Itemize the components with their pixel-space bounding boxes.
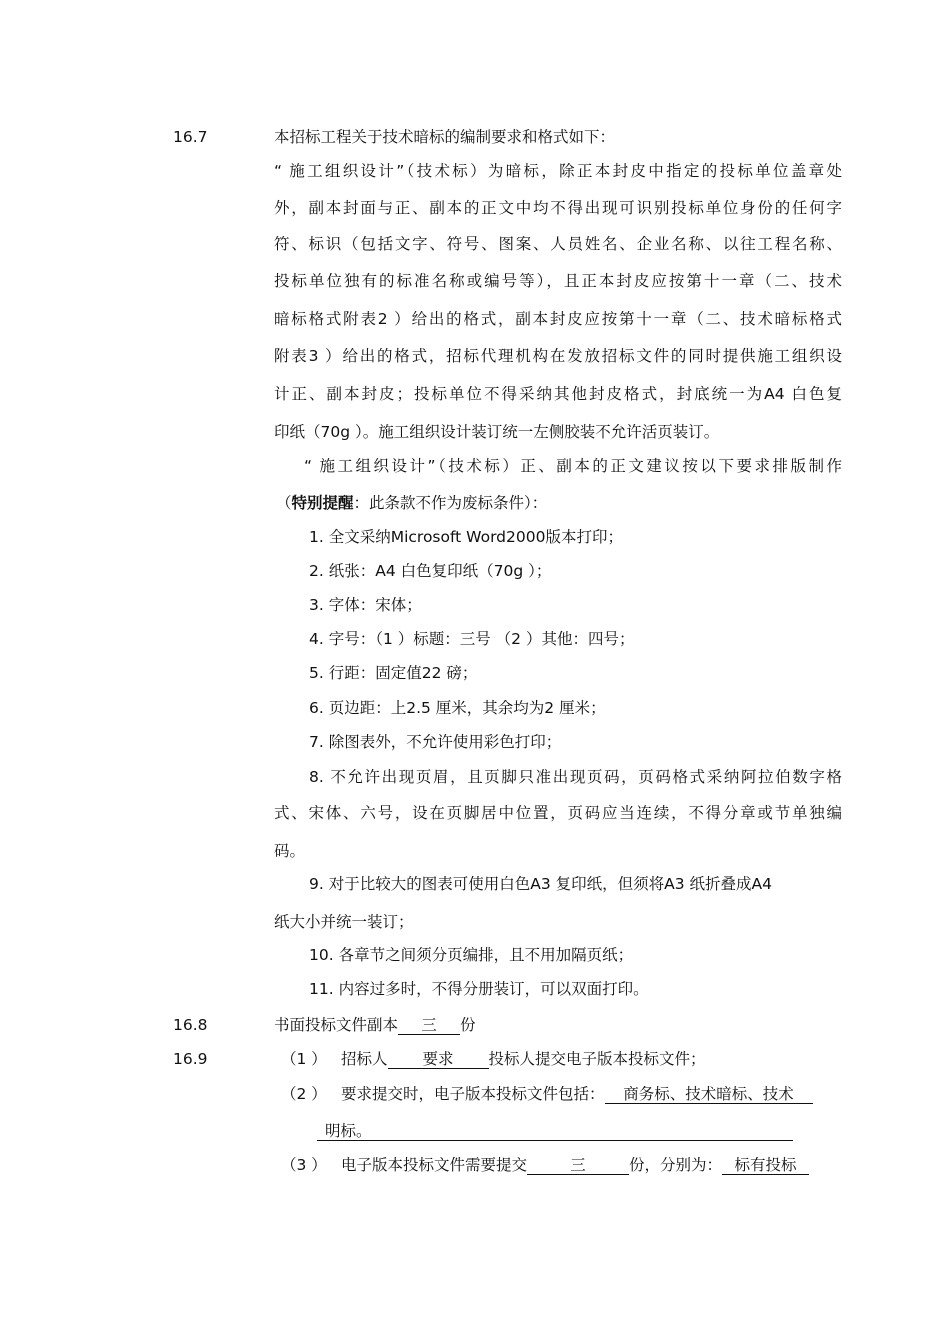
copies-label: 书面投标文件副本 [274,1016,399,1034]
list-item: 1. 全文采纳Microsoft Word2000版本打印； [309,528,623,546]
item-number: （1 ） [281,1050,327,1068]
paragraph-line: 投标单位独有的标准名称或编号等），且正本封皮应按第十一章（二、技术 [274,272,842,290]
paragraph-line: 印纸（70g ）。施工组织设计装订统一左侧胶装不允许活页装订。 [274,423,720,441]
paragraph-line: 附表3 ）给出的格式，招标代理机构在发放招标文件的同时提供施工组织设 [274,347,842,365]
special-note-label: 特别提醒 [291,494,354,512]
line-text: 投标人提交电子版本投标文件； [488,1050,706,1068]
list-item: 3. 字体：宋体； [309,596,422,614]
section-number-16-7: 16.7 [173,128,208,146]
electronic-bid-line-2-cont [317,1121,793,1141]
section-16-8-line [274,1015,476,1035]
list-item: 2. 纸张：A4 白色复印纸（70g ）； [309,562,552,580]
special-note-open: （ [276,494,292,512]
labels-fill: 标有投标 [722,1156,809,1175]
special-note-text: ：此条款不作为废标条件）： [353,494,548,512]
list-item: 8. 不允许出现页眉，且页脚只准出现页码，页码格式采纳阿拉伯数字格 [309,768,842,786]
paragraph-line: 计正、副本封皮；投标单位不得采纳其他封皮格式，封底统一为A4 白色复 [274,385,842,403]
line-text: 份，分别为： [629,1156,723,1174]
item-number: （2 ） [281,1085,327,1103]
line-text: 要求提交时，电子版本投标文件包括： [341,1085,605,1103]
list-item: 9. 对于比较大的图表可使用白色A3 复印纸，但须将A3 纸折叠成A4 [309,875,772,893]
contents-fill-continued: 明标。 [317,1122,793,1141]
electronic-bid-line-3 [341,1155,809,1175]
list-item: 11. 内容过多时，不得分册装订，可以双面打印。 [309,980,649,998]
electronic-bid-line-1 [341,1049,706,1069]
list-item-continuation: 码。 [274,842,306,860]
section-number-16-8: 16.8 [173,1016,208,1034]
paragraph-line: “ 施工组织设计”（技术标）为暗标，除正本封皮中指定的投标单位盖章处 [274,162,842,180]
paragraph-line: 符、标识（包括文字、符号、图案、人员姓名、企业名称、以往工程名称、 [274,235,842,253]
item-number: （3 ） [281,1156,327,1174]
list-item: 5. 行距：固定值22 磅； [309,664,478,682]
list-item: 4. 字号：（1 ）标题：三号 （2 ）其他：四号； [309,630,635,648]
special-note-line [276,493,547,513]
section-number-16-9: 16.9 [173,1050,208,1068]
paragraph-line: 外，副本封面与正、副本的正文中均不得出现可识别投标单位身份的任何字 [274,199,842,217]
list-item: 10. 各章节之间须分页编排，且不用加隔页纸； [309,946,634,964]
paragraph-line: 暗标格式附表2 ）给出的格式，副本封皮应按第十一章（二、技术暗标格式 [274,310,842,328]
electronic-bid-line-2 [341,1084,813,1104]
list-item-continuation: 纸大小并统一装订； [274,913,414,931]
list-item-continuation: 式、宋体、六号，设在页脚居中位置，页码应当连续，不得分章或节单独编 [274,804,842,822]
line-text: 招标人 [341,1050,388,1068]
list-item: 7. 除图表外，不允许使用彩色打印； [309,733,562,751]
contents-fill: 商务标、技术暗标、技术 [605,1085,813,1104]
requirement-fill: 要求 [388,1050,489,1069]
line-text: 电子版本投标文件需要提交 [341,1156,528,1174]
paragraph-line: “ 施工组织设计”（技术标）正、副本的正文建议按以下要求排版制作 [304,457,842,475]
copies-unit: 份 [460,1016,476,1034]
section-16-7-intro: 本招标工程关于技术暗标的编制要求和格式如下： [274,128,616,146]
copies-fill: 三 [398,1016,460,1035]
list-item: 6. 页边距：上2.5 厘米，其余均为2 厘米； [309,699,606,717]
copies-fill: 三 [527,1156,629,1175]
